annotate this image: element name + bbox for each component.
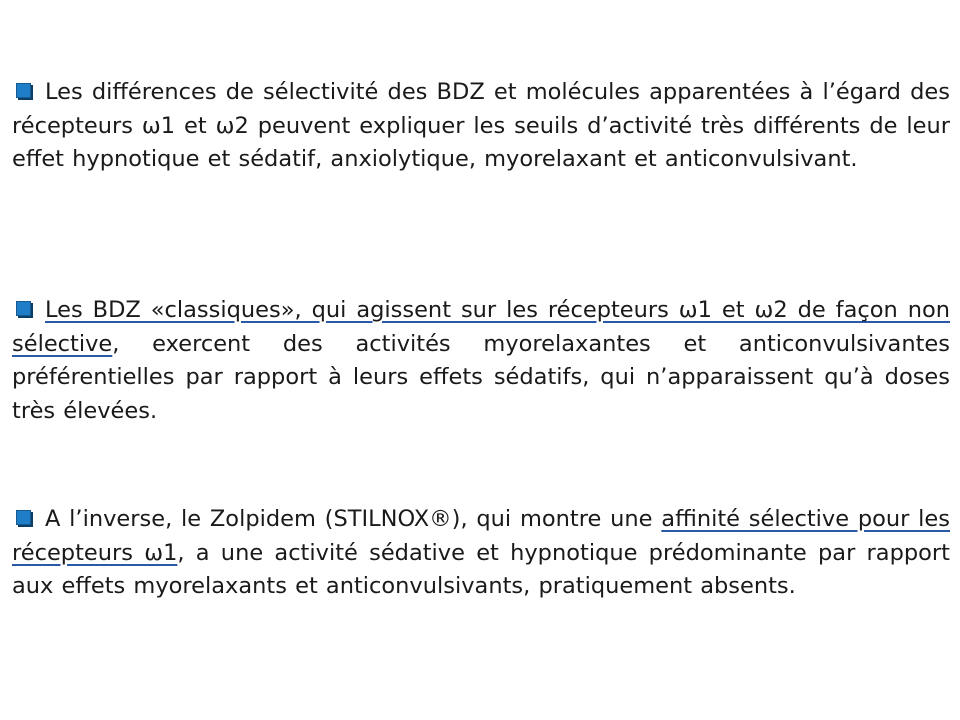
paragraph-text-end: , a une activité sédative et hypnotique prédominante par rapport aux effets myorelaxants et anticonvulsivants, pratiquement absents.: [12, 539, 950, 600]
paragraph-classic-bdz: [12, 294, 950, 428]
paragraph-text: A l’inverse, le Zolpidem (STILNOX®), qui montre une: [45, 506, 662, 532]
square-bullet-icon: [16, 510, 31, 525]
square-bullet-icon: [16, 83, 31, 98]
paragraph-text: , exercent des activités myorelaxantes et anticonvulsivantes préférentielles par rapport à leurs effets sédatifs, qui n’apparaissent qu’à doses très élevées.: [12, 330, 950, 424]
square-bullet-icon: [16, 301, 31, 316]
underlined-text: affinité sélective pour les récepteurs ω1: [12, 506, 950, 566]
paragraph-zolpidem: [12, 503, 950, 604]
paragraph-text: Les différences de sélectivité des BDZ et molécules apparentées à l’égard des récepteurs ω1 et ω2 peuvent expliquer les seuils d’activité très différents de leur effet hypnotique et sédatif, anxiolytique, myorelaxant et anticonvulsivant.: [12, 79, 950, 173]
paragraph-selectivity: [12, 76, 950, 177]
underlined-text: Les BDZ «classiques», qui agissent sur les récepteurs ω1 et ω2 de façon non sélective: [12, 297, 950, 357]
